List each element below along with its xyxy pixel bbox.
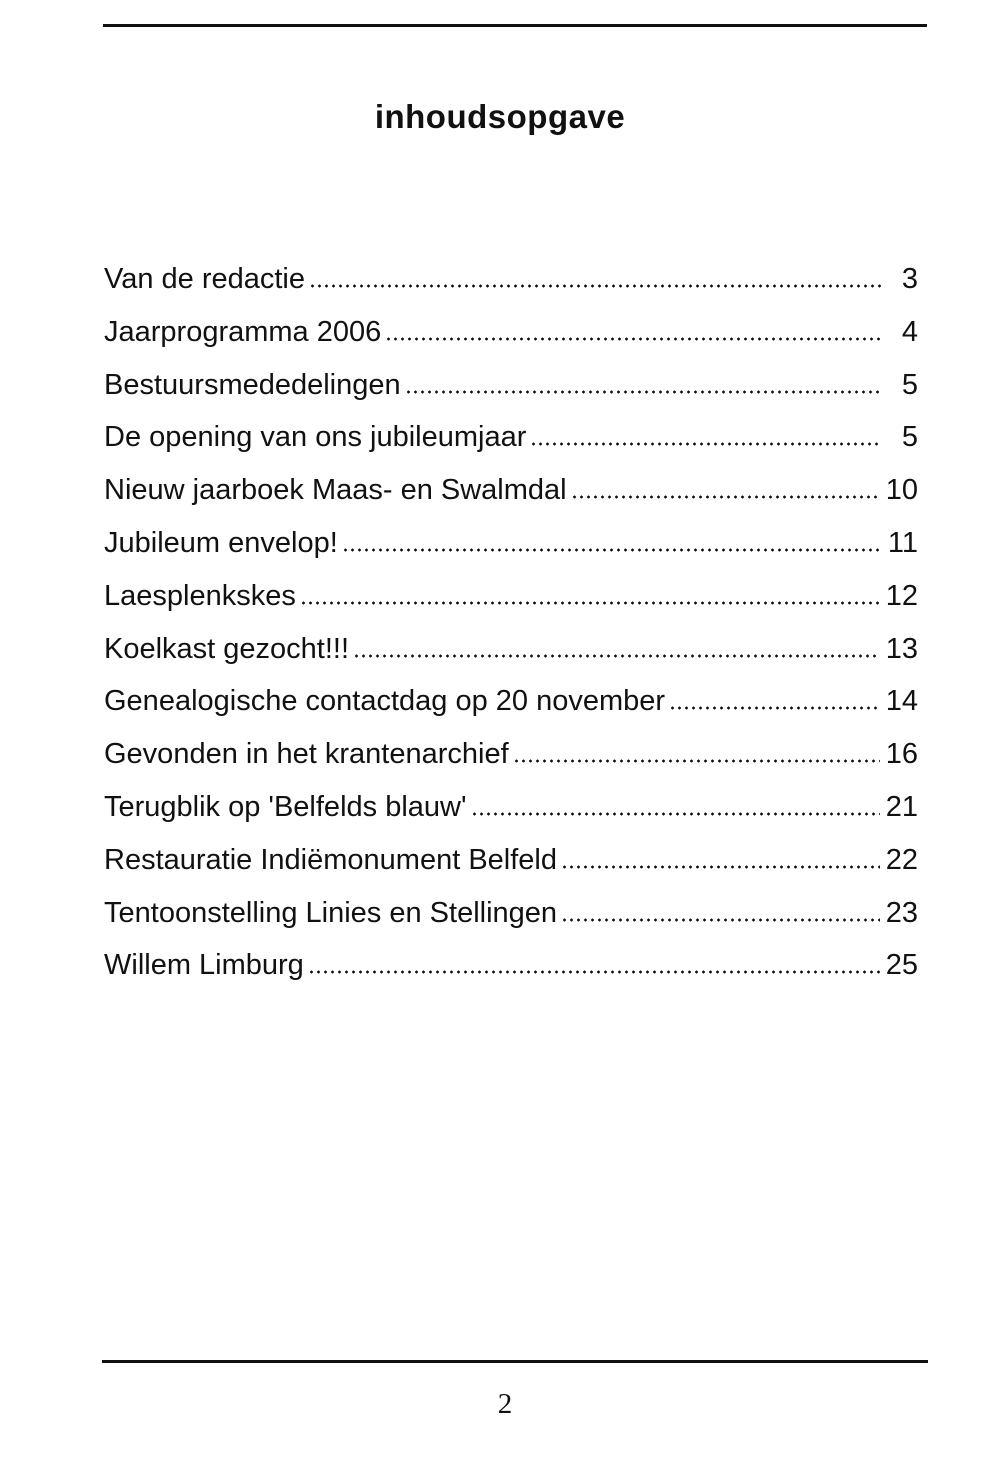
toc-entry[interactable] xyxy=(104,939,918,992)
toc-entry[interactable] xyxy=(104,887,918,940)
dot-leader xyxy=(342,547,882,553)
toc-entry[interactable] xyxy=(104,517,918,570)
toc-entry[interactable] xyxy=(104,464,918,517)
toc-entry-page: 5 xyxy=(901,421,918,454)
top-rule xyxy=(103,24,927,27)
toc-entry-page: 10 xyxy=(885,474,918,507)
dot-leader xyxy=(309,283,882,289)
dot-leader xyxy=(471,811,880,817)
toc-entry-page: 3 xyxy=(901,263,918,295)
dot-leader xyxy=(353,653,880,659)
toc-entry[interactable] xyxy=(104,570,918,623)
dot-leader xyxy=(561,864,880,870)
toc-entry-title: Laesplenkskes xyxy=(104,579,296,612)
toc-entry-page: 23 xyxy=(885,896,918,929)
toc-entry[interactable] xyxy=(104,728,918,781)
toc-entry-page: 5 xyxy=(901,368,918,401)
toc-entry-title: Van de redactie xyxy=(104,263,305,295)
toc-entry[interactable] xyxy=(104,411,918,464)
dot-leader xyxy=(513,758,880,764)
toc-entry-title: Nieuw jaarboek Maas- en Swalmdal xyxy=(104,474,567,507)
toc-entry-title: Genealogische contactdag op 20 november xyxy=(104,685,666,718)
dot-leader xyxy=(385,336,882,342)
toc-entry-title: Willem Limburg xyxy=(104,949,304,982)
toc-entry-page: 22 xyxy=(885,843,918,876)
toc-entry-title: Koelkast gezocht!!! xyxy=(104,632,350,665)
dot-leader xyxy=(405,389,882,395)
toc-entry-page: 25 xyxy=(885,949,918,982)
page-title: inhoudsopgave xyxy=(374,98,626,135)
toc-entry-page: 12 xyxy=(885,579,918,612)
page-number: 2 xyxy=(497,1388,513,1420)
toc-entry[interactable] xyxy=(104,675,918,728)
toc-entry-title: Tentoonstelling Linies en Stellingen xyxy=(104,896,558,929)
toc-entry-page: 13 xyxy=(885,632,918,665)
dot-leader xyxy=(669,705,880,711)
dot-leader xyxy=(571,494,880,500)
toc-entry-title: Bestuursmededelingen xyxy=(104,368,401,401)
dot-leader xyxy=(530,441,882,447)
toc-entry[interactable] xyxy=(104,253,918,306)
toc-entry[interactable] xyxy=(104,359,918,412)
toc-entry-title: Jubileum envelop! xyxy=(104,526,338,559)
toc-entry[interactable] xyxy=(104,781,918,834)
toc-entry-title: Terugblik op 'Belfelds blauw' xyxy=(104,790,467,823)
toc-entry-page: 11 xyxy=(887,526,918,559)
bottom-rule xyxy=(102,1360,928,1363)
toc-entry-title: Gevonden in het krantenarchief xyxy=(104,738,509,771)
dot-leader xyxy=(561,917,880,923)
toc-entry-title: De opening van ons jubileumjaar xyxy=(104,421,527,454)
toc-entry[interactable] xyxy=(104,834,918,887)
toc-entry-page: 21 xyxy=(885,790,918,823)
dot-leader xyxy=(300,600,880,606)
table-of-contents xyxy=(104,253,918,992)
toc-entry[interactable] xyxy=(104,306,918,359)
toc-entry-title: Jaarprogramma 2006 xyxy=(104,315,382,348)
toc-entry-page: 14 xyxy=(885,685,918,718)
toc-entry-page: 4 xyxy=(901,315,918,348)
toc-entry[interactable] xyxy=(104,623,918,676)
toc-entry-page: 16 xyxy=(885,738,918,771)
dot-leader xyxy=(308,969,880,975)
toc-entry-title: Restauratie Indiëmonument Belfeld xyxy=(104,843,557,876)
